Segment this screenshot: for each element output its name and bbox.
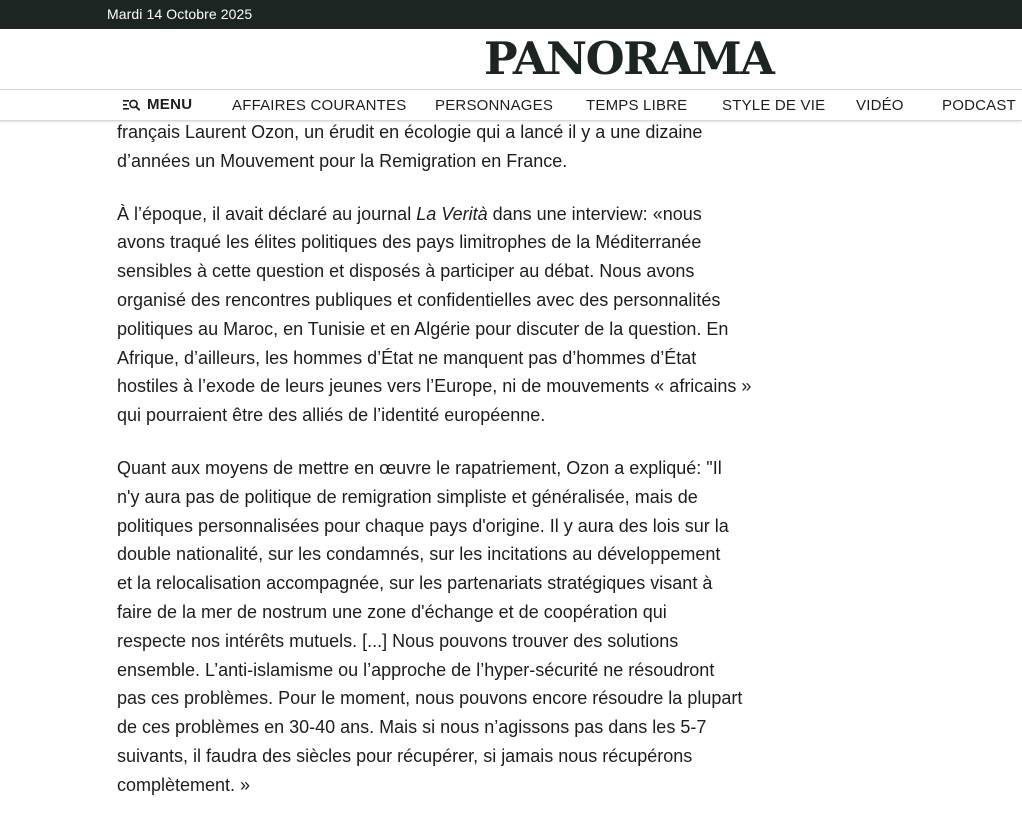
nav-item-style-de-vie[interactable]: STYLE DE VIE — [722, 97, 826, 114]
paragraph-line: suivants, il faudra des siècles pour récupérer, si jamais nous récupérons — [117, 745, 693, 766]
menu-label: MENU — [147, 96, 193, 113]
masthead — [0, 29, 1022, 89]
paragraph-line: pas ces problèmes. Pour le moment, nous pouvons encore résoudre la plupart — [117, 688, 743, 709]
paragraph-line: Afrique, d’ailleurs, les hommes d’État ne manquent pas d’hommes d’État — [117, 347, 697, 368]
nav-item-video[interactable]: VIDÉO — [856, 97, 904, 114]
article-paragraph — [117, 200, 827, 430]
paragraph-line: ensemble. L’anti-islamisme ou l’approche de l’hyper-sécurité ne résoudront — [117, 659, 715, 680]
nav-item-temps-libre[interactable]: TEMPS LIBRE — [586, 97, 688, 114]
menu-button[interactable] — [123, 96, 192, 113]
paragraph-line: sensibles à cette question et disposés à participer au débat. Nous avons — [117, 261, 695, 282]
paragraph-line: avons traqué les élites politiques des pays limitrophes de la Méditerranée — [117, 232, 702, 253]
nav-item-personnages[interactable]: PERSONNAGES — [435, 97, 554, 114]
text-segment: dans une interview: «nous — [487, 203, 702, 224]
main-navigation — [0, 89, 1022, 121]
current-date: Mardi 14 Octobre 2025 — [107, 6, 253, 22]
site-logo[interactable]: PANORAMA — [484, 32, 774, 85]
paragraph-line: faire de la mer de nostrum une zone d'échange et de coopération qui — [117, 601, 667, 622]
paragraph-line: organisé des rencontres publiques et confidentielles avec des personnalités — [117, 289, 721, 310]
paragraph-line: français Laurent Ozon, un érudit en écologie qui a lancé il y a une dizaine — [117, 122, 703, 142]
article-paragraph — [117, 454, 827, 800]
paragraph-line: et la relocalisation accompagnée, sur les partenariats stratégiques visant à — [117, 573, 713, 594]
nav-item-podcast[interactable]: PODCAST — [942, 97, 1016, 114]
text-segment: À l’époque, il avait déclaré au journal — [117, 203, 417, 224]
paragraph-line: respecte nos intérêts mutuels. [...] Nous pouvons trouver des solutions — [117, 630, 679, 651]
paragraph-line: d’années un Mouvement pour la Remigration en France. — [117, 150, 568, 171]
paragraph-line: n'y aura pas de politique de remigration simpliste et généralisée, mais de — [117, 486, 698, 507]
article-body — [117, 119, 827, 824]
nav-item-affaires-courantes[interactable]: AFFAIRES COURANTES — [232, 97, 407, 114]
paragraph-line: qui pourraient être des alliés de l’identité européenne. — [117, 405, 546, 426]
paragraph-line: politiques au Maroc, en Tunisie et en Algérie pour discuter de la question. En — [117, 318, 729, 339]
top-bar — [0, 0, 1022, 29]
newspaper-name: La Verità — [416, 203, 488, 224]
paragraph-line: politiques personnalisées pour chaque pays d'origine. Il y aura des lois sur la — [117, 515, 729, 536]
paragraph-line: Quant aux moyens de mettre en œuvre le rapatriement, Ozon a expliqué: "Il — [117, 457, 722, 478]
paragraph-line: complètement. » — [117, 774, 251, 795]
paragraph-line — [117, 200, 827, 229]
article-paragraph — [117, 118, 827, 176]
paragraph-line: double nationalité, sur les condamnés, sur les incitations au développement — [117, 544, 721, 565]
paragraph-line: de ces problèmes en 30-40 ans. Mais si nous n’agissons pas dans les 5-7 — [117, 717, 707, 738]
paragraph-line: hostiles à l’exode de leurs jeunes vers l’Europe, ni de mouvements « africains » — [117, 376, 752, 397]
menu-search-icon — [123, 99, 140, 111]
